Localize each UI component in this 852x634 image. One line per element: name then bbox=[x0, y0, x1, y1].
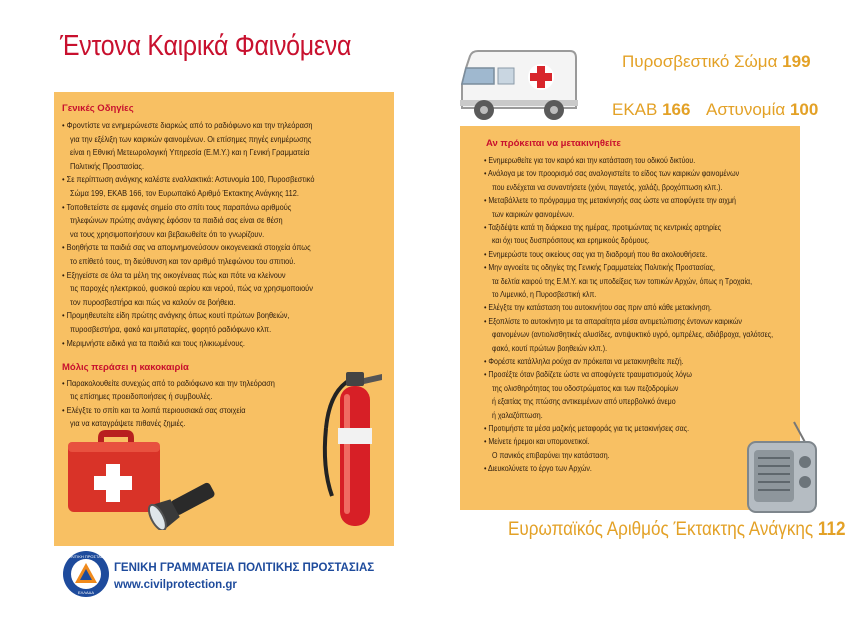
flashlight-icon bbox=[146, 478, 220, 530]
guideline-line: και όχι τους δυσπρόσιτους και ερημικούς δρόμους. bbox=[492, 235, 650, 246]
seal-bottom-text: ΕΛΛΑΔΑ bbox=[77, 590, 95, 595]
guideline-line: των καιρικών φαινομένων. bbox=[492, 208, 575, 219]
guideline-line: είναι η Εθνική Μετεωρολογική Υπηρεσία (Ε.Μ.Υ.) και η Γενική Γραμματεία bbox=[70, 147, 310, 158]
guideline-line: • Βοηθήστε τα παιδιά σας να απομνημονεύσουν οικογενειακά στοιχεία όπως bbox=[62, 242, 311, 253]
guideline-line: για την εξέλιξη των καιρικών φαινομένων. Οι επίσημες πηγές ενημέρωσης bbox=[70, 133, 312, 144]
euro-emergency-number: 112 bbox=[817, 519, 846, 540]
guideline-line: • Ενημερωθείτε για τον καιρό και την κατάσταση του οδικού δικτύου. bbox=[484, 155, 696, 165]
guideline-line: πυροσβεστήρα, φακό και μπαταρίες, φορητό ραδιόφωνο κλπ. bbox=[70, 324, 272, 334]
guideline-line: • Διευκολύνετε το έργο των Αρχών. bbox=[484, 463, 592, 474]
guideline-line: • Προτιμήστε τα μέσα μαζικής μεταφοράς για τις μετακινήσεις σας. bbox=[484, 423, 690, 433]
guideline-line: • Ελέγξτε το σπίτι και τα λοιπά περιουσιακά σας στοιχεία bbox=[62, 404, 246, 415]
ekab-contact bbox=[612, 100, 690, 120]
police-contact bbox=[706, 100, 818, 120]
website-link[interactable]: www.civilprotection.gr bbox=[114, 579, 237, 591]
guideline-line: τις παροχές ηλεκτρικού, φυσικού αερίου και νερού, πώς να χρησιμοποιούν bbox=[70, 283, 313, 294]
civil-protection-seal-icon bbox=[62, 550, 110, 598]
guideline-line: • Ελέγξτε την κατάσταση του αυτοκινήτου σας πριν από κάθε μετακίνηση. bbox=[484, 302, 712, 313]
fire-service-label: Πυροσβεστικό Σώμα bbox=[622, 52, 778, 71]
organization-name: ΓΕΝΙΚΗ ΓΡΑΜΜΑΤΕΙΑ ΠΟΛΙΤΙΚΗΣ ΠΡΟΣΤΑΣΙΑΣ bbox=[114, 562, 375, 574]
european-emergency-number bbox=[508, 519, 845, 541]
seal-top-text: ΠΟΛΙΤΙΚΗ ΠΡΟΣΤΑΣΙΑ bbox=[64, 554, 108, 559]
guideline-line: • Μεταβάλλετε το πρόγραμμα της μετακίνησής σας ώστε να αποφύγετε την αιχμή bbox=[484, 195, 736, 206]
guideline-line: • Ταξιδέψτε κατά τη διάρκεια της ημέρας, προτιμώντας τις κεντρικές αρτηρίες bbox=[484, 222, 722, 232]
guideline-line: • Προσέξτε όταν βαδίζετε ώστε να αποφύγετε τραυματισμούς λόγω bbox=[484, 369, 692, 380]
radio-icon bbox=[744, 420, 820, 514]
police-number: 100 bbox=[789, 100, 819, 119]
guideline-line: • Μείνετε ήρεμοι και υπομονετικοί. bbox=[484, 436, 590, 447]
guideline-line: να τους χρησιμοποιήσουν και βεβαιωθείτε ότι το γνωρίζουν. bbox=[70, 228, 265, 239]
guideline-line: για να καταγράψετε πιθανές ζημιές. bbox=[70, 418, 186, 429]
guideline-line: που ενδέχεται να συναντήσετε (χιόνι, παγετός, χαλάζι, βροχόπτωση κλπ.). bbox=[492, 181, 723, 192]
guideline-line: τον πυροσβεστήρα και πώς να καλούν σε βοήθεια. bbox=[70, 296, 236, 307]
guideline-line: της ολισθηρότητας του οδοστρώματος και των πεζοδρομίων bbox=[492, 382, 679, 393]
guideline-line: • Προμηθευτείτε είδη πρώτης ανάγκης όπως κουτί πρώτων βοηθειών, bbox=[62, 310, 290, 321]
guideline-line: • Μεριμνήστε ειδικά για τα παιδιά και τους ηλικιωμένους. bbox=[62, 337, 245, 348]
guideline-line: • Τοποθετείστε σε εμφανές σημείο στο σπίτι τους παραπάνω αριθμούς bbox=[62, 201, 292, 212]
guideline-line: φακό, κουτί πρώτων βοηθειών κλπ.). bbox=[492, 342, 608, 353]
guideline-line: • Σε περίπτωση ανάγκης καλέστε εναλλακτικά: Αστυνομία 100, Πυροσβεστικό bbox=[62, 174, 315, 185]
guideline-line: • Μην αγνοείτε τις οδηγίες της Γενικής Γραμματείας Πολιτικής Προστασίας, bbox=[484, 262, 715, 273]
guideline-line: το Λιμενικό, η Πυροσβεστική κλπ. bbox=[492, 289, 597, 299]
guideline-line: • Ανάλογα με τον προορισμό σας αναλογιστείτε το είδος των καιρικών φαινομένων bbox=[484, 168, 740, 179]
guideline-line: • Φροντίστε να ενημερώνεστε διαρκώς από το ραδιόφωνο και την τηλεόραση bbox=[62, 120, 313, 130]
guideline-line: • Παρακολουθείτε συνεχώς από το ραδιόφωνο και την τηλεόραση bbox=[62, 378, 275, 388]
guideline-line: τις επίσημες προειδοποιήσεις ή συμβουλές. bbox=[70, 391, 213, 402]
guideline-line: φαινομένων (αντιολισθητικές αλυσίδες, αντιψυκτικό υγρό, ομπρέλες, αδιάβροχα, γαλότσες, bbox=[492, 329, 774, 340]
guideline-line: • Εξοπλίστε το αυτοκίνητο με τα απαραίτητα μέσα αντιμετώπισης έντονων καιρικών bbox=[484, 315, 742, 326]
ekab-label: ΕΚΑΒ bbox=[612, 100, 658, 119]
guideline-line: • Ενημερώστε τους οικείους σας για τη διαδρομή που θα ακολουθήσετε. bbox=[484, 248, 708, 259]
after-storm-heading: Μόλις περάσει η κακοκαιρία bbox=[62, 362, 189, 373]
guideline-line: τα δελτία καιρού της Ε.Μ.Υ. και τις υποδείξεις των τοπικών Αρχών, όπως η Τροχαία, bbox=[492, 275, 753, 286]
guideline-line: Ο πανικός επιβαρύνει την κατάσταση. bbox=[492, 449, 610, 460]
euro-emergency-label: Ευρωπαϊκός Αριθμός Έκτακτης Ανάγκης bbox=[508, 519, 814, 540]
ekab-number: 166 bbox=[662, 100, 691, 119]
fire-service-number: 199 bbox=[782, 52, 811, 71]
page-title: Έντονα Καιρικά Φαινόμενα bbox=[60, 30, 352, 62]
guideline-line: το επίθετό τους, τη διεύθυνση και τον αριθμό τηλεφώνου του σπιτιού. bbox=[70, 256, 296, 266]
guideline-line: • Φορέστε κατάλληλα ρούχα αν πρόκειται να μετακινηθείτε πεζή. bbox=[484, 356, 684, 366]
fire-extinguisher-icon bbox=[316, 368, 392, 528]
guideline-line: τηλεφώνων πρώτης ανάγκης έφόσον τα παιδιά σας είναι σε θέση bbox=[70, 215, 283, 226]
guideline-line: ή χαλαζόπτωση. bbox=[492, 409, 543, 420]
guideline-line: ή εξαιτίας της πτώσης αντικειμένων από υπερβολικό άνεμο bbox=[492, 396, 676, 407]
police-label: Αστυνομία bbox=[706, 100, 786, 119]
guideline-line: Πολιτικής Προστασίας. bbox=[70, 160, 145, 171]
travel-heading: Αν πρόκειται να μετακινηθείτε bbox=[486, 138, 621, 149]
fire-service-contact bbox=[622, 52, 811, 72]
guideline-line: • Εξηγείστε σε όλα τα μέλη της οικογένειας πώς και πότε να κλείνουν bbox=[62, 269, 286, 280]
guideline-line: Σώμα 199, ΕΚΑΒ 166, τον Ευρωπαϊκό Αριθμό Έκτακτης Ανάγκης 112. bbox=[70, 188, 299, 198]
general-guidelines-heading: Γενικές Οδηγίες bbox=[62, 103, 134, 114]
ambulance-icon bbox=[458, 48, 610, 122]
